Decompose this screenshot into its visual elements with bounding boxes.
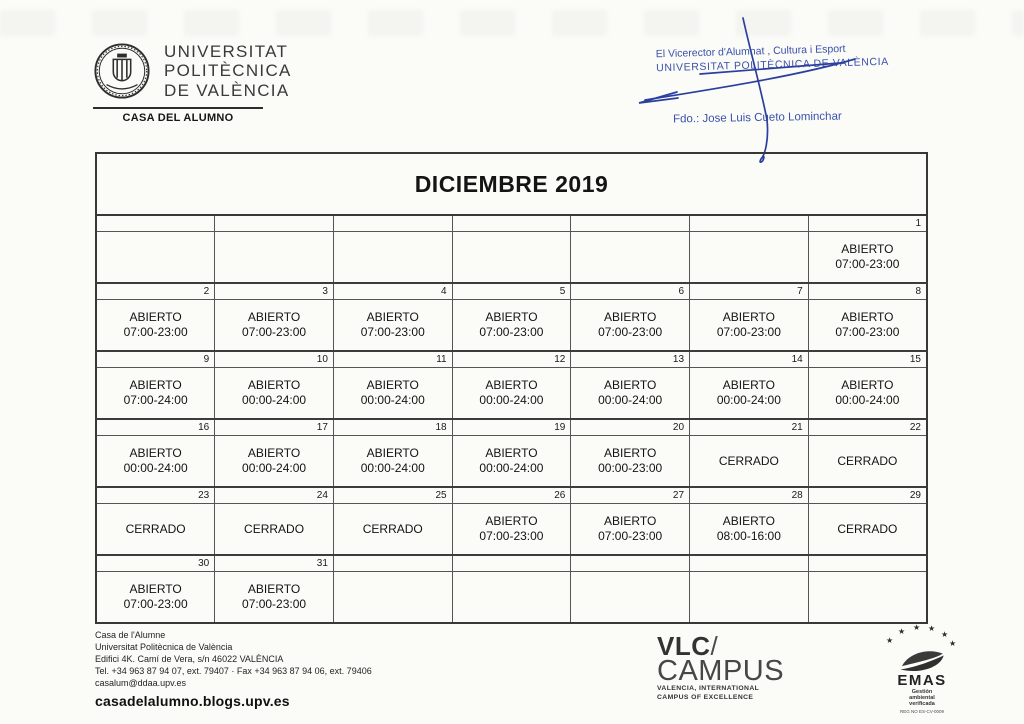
emas-logo [882,623,962,715]
day-number-cell: 3 [215,283,334,300]
day-number-cell [452,555,571,572]
day-hours-text: 07:00-23:00 [835,325,900,339]
day-status-text: CERRADO [837,453,898,468]
day-number-cell: 5 [452,283,571,300]
day-status-text: ABIERTO [129,582,182,596]
day-number-cell: 27 [571,487,690,504]
day-status-text: ABIERTO [485,446,538,460]
day-status-cell [808,572,927,624]
star-icon: ★ [928,624,936,633]
day-number-cell [571,555,690,572]
address-line: casalum@ddaa.upv.es [95,677,187,688]
address-line: Edifici 4K. Camí de Vera, s/n 46022 VALÈNCIA [95,653,284,664]
emas-sub-line: verificada [909,701,935,708]
star-icon: ★ [898,627,906,636]
day-status-cell [96,300,215,352]
emas-stars-icon [882,623,962,646]
vlc-campus-logo [657,631,785,702]
day-hours-text: 07:00-23:00 [598,325,663,339]
day-hours-text: 00:00-24:00 [242,393,307,407]
day-hours-text: 00:00-24:00 [716,393,781,407]
department-label: CASA DEL ALUMNO [122,112,234,124]
calendar-body [96,153,927,623]
day-number-cell [452,215,571,232]
day-number-cell: 28 [690,487,809,504]
day-status-cell [571,572,690,624]
footer-address-block [95,630,372,711]
day-status-cell [215,368,334,420]
day-status-cell [571,504,690,556]
day-status-cell [452,572,571,624]
day-status-cell [808,504,927,556]
emas-sub-line: ambiental [909,695,935,702]
day-status-cell [333,232,452,284]
day-number-cell: 6 [571,283,690,300]
campus-text: CAMPUS [657,655,785,687]
day-status-text: ABIERTO [485,514,538,528]
day-hours-text: 07:00-23:00 [360,325,425,339]
day-status-cell [571,368,690,420]
day-status-cell [215,436,334,488]
day-status-cell [690,368,809,420]
day-number-cell: 31 [215,555,334,572]
website-label: casadelalumno.blogs.upv.es [95,693,290,710]
star-icon: ★ [913,623,921,632]
day-status-cell [808,232,927,284]
upv-seal-icon [93,42,151,100]
day-hours-text: 00:00-24:00 [360,461,425,475]
day-number-cell [333,215,452,232]
day-status-text: ABIERTO [247,446,301,460]
day-status-text: ABIERTO [485,310,538,324]
day-number-cell [690,555,809,572]
emas-name: EMAS [897,672,947,689]
university-name-line: DE VALÈNCIA [164,80,290,100]
day-status-cell [215,572,334,624]
day-status-cell [215,300,334,352]
day-number-cell: 14 [690,351,809,368]
day-number-cell [690,215,809,232]
day-status-cell [96,504,215,556]
day-hours-text: 07:00-23:00 [716,325,781,339]
day-status-cell [452,368,571,420]
day-status-cell [452,436,571,488]
day-status-cell [333,504,452,556]
vlc-slash: / [710,631,719,661]
day-status-text: ABIERTO [366,310,419,324]
day-status-text: ABIERTO [841,310,894,324]
vlc-text: VLC [657,631,711,661]
day-number-cell: 11 [333,351,452,368]
day-status-cell [452,232,571,284]
university-name-line: UNIVERSITAT [164,42,289,62]
day-number-cell [96,215,215,232]
day-number-cell: 26 [452,487,571,504]
day-status-cell [571,232,690,284]
day-status-cell [96,232,215,284]
address-line: Casa de l'Alumne [95,630,166,640]
emas-sub-line: Gestión [911,689,933,695]
day-number-cell: 7 [690,283,809,300]
day-number-cell: 1 [808,215,927,232]
day-status-cell [690,300,809,352]
day-status-text: ABIERTO [604,446,657,460]
star-icon: ★ [949,639,957,648]
day-status-cell [808,368,927,420]
day-number-cell: 19 [452,419,571,436]
day-number-cell: 18 [333,419,452,436]
day-hours-text: 07:00-23:00 [479,529,544,543]
day-hours-text: 07:00-23:00 [242,597,307,611]
day-status-text: ABIERTO [604,378,657,392]
day-status-cell [333,300,452,352]
vlc-tagline-line2: CAMPUS OF EXCELLENCE [657,693,754,701]
stamp-line2: UNIVERSITAT POLITÈCNICA DE VALÈNCIA [656,55,889,74]
day-status-cell [96,436,215,488]
day-status-cell [690,504,809,556]
day-status-cell [690,436,809,488]
day-status-cell [690,572,809,624]
day-number-cell: 15 [808,351,927,368]
day-number-cell: 25 [333,487,452,504]
calendar-month-title: DICIEMBRE 2019 [96,153,927,215]
day-hours-text: 07:00-23:00 [835,257,900,271]
day-status-text: CERRADO [837,521,898,536]
day-status-text: ABIERTO [604,310,657,324]
university-name-line: POLITÈCNICA [164,61,292,81]
day-hours-text: 00:00-24:00 [360,393,425,407]
day-number-cell: 24 [215,487,334,504]
day-number-cell: 21 [690,419,809,436]
day-status-cell [571,300,690,352]
day-number-cell: 22 [808,419,927,436]
upv-logo-block [93,42,292,100]
day-status-cell [96,368,215,420]
day-status-cell [452,300,571,352]
day-number-cell [808,555,927,572]
day-status-cell [808,300,927,352]
day-number-cell: 30 [96,555,215,572]
day-hours-text: 07:00-23:00 [123,597,188,611]
vlc-tagline-line1: VALENCIA, INTERNATIONAL [657,685,760,692]
day-status-text: ABIERTO [722,310,775,324]
day-status-text: ABIERTO [722,378,775,392]
day-number-cell: 23 [96,487,215,504]
day-status-text: ABIERTO [129,310,182,324]
emas-leaf-icon [897,646,947,673]
day-status-cell [452,504,571,556]
day-hours-text: 07:00-24:00 [123,393,188,407]
day-hours-text: 00:00-24:00 [479,461,544,475]
day-number-cell: 8 [808,283,927,300]
calendar-table [95,152,928,624]
day-hours-text: 00:00-24:00 [123,461,188,475]
day-status-text: ABIERTO [247,310,301,324]
day-status-cell [215,232,334,284]
address-line: Universitat Politècnica de València [95,641,233,652]
star-icon: ★ [886,636,894,645]
day-number-cell: 9 [96,351,215,368]
day-status-cell [571,436,690,488]
day-number-cell: 10 [215,351,334,368]
scan-artifact [0,10,1024,36]
star-icon: ★ [941,630,949,639]
day-hours-text: 00:00-24:00 [598,393,663,407]
day-status-text: ABIERTO [366,378,419,392]
day-hours-text: 07:00-23:00 [598,529,663,543]
day-status-text: CERRADO [125,521,186,536]
day-number-cell: 17 [215,419,334,436]
day-status-cell [96,572,215,624]
day-number-cell: 12 [452,351,571,368]
approval-stamp [656,42,889,76]
day-number-cell: 16 [96,419,215,436]
day-status-text: CERRADO [718,453,779,468]
university-wordmark [164,42,292,100]
day-hours-text: 07:00-23:00 [242,325,307,339]
header-divider [93,107,263,109]
day-status-text: ABIERTO [366,446,419,460]
emas-reg-number: REG NO ES-CV-0009 [899,708,944,714]
day-status-text: ABIERTO [485,378,538,392]
day-status-cell [333,436,452,488]
day-hours-text: 07:00-23:00 [123,325,188,339]
day-status-text: CERRADO [244,521,305,536]
day-status-text: ABIERTO [841,378,894,392]
day-status-text: ABIERTO [247,378,301,392]
day-hours-text: 07:00-23:00 [479,325,544,339]
day-status-text: ABIERTO [129,446,182,460]
day-number-cell [571,215,690,232]
day-number-cell: 13 [571,351,690,368]
day-status-text: ABIERTO [722,514,775,528]
day-hours-text: 00:00-24:00 [835,393,900,407]
day-hours-text: 08:00-16:00 [716,529,781,543]
day-number-cell [333,555,452,572]
day-status-cell [690,232,809,284]
day-status-text: ABIERTO [841,242,894,256]
stamp-line1: El Vicerector d'Alumnat , Cultura i Esport [655,42,846,61]
day-status-text: ABIERTO [604,514,657,528]
day-status-cell [808,436,927,488]
day-status-cell [333,368,452,420]
day-hours-text: 00:00-24:00 [479,393,544,407]
day-number-cell: 2 [96,283,215,300]
day-status-text: ABIERTO [129,378,182,392]
signature-name-label: Fdo.: Jose Luis Cueto Lominchar [672,110,842,126]
day-hours-text: 00:00-23:00 [598,461,663,475]
day-status-text: ABIERTO [247,582,301,596]
day-number-cell: 4 [333,283,452,300]
address-line: Tel. +34 963 87 94 07, ext. 79407 · Fax +34 963 87 94 06, ext. 79406 [95,665,372,676]
day-number-cell: 20 [571,419,690,436]
day-status-text: CERRADO [362,521,423,536]
day-number-cell: 29 [808,487,927,504]
day-number-cell [215,215,334,232]
day-status-cell [333,572,452,624]
day-status-cell [215,504,334,556]
day-hours-text: 00:00-24:00 [242,461,307,475]
